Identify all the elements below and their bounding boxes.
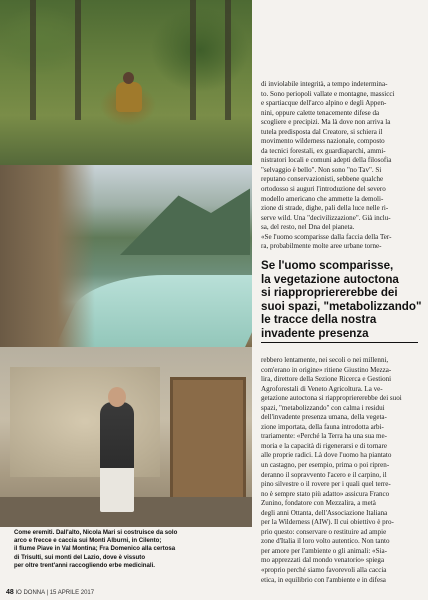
caption-line: per oltre trent'anni raccogliendo erbe medicinali. <box>14 561 155 569</box>
tree-trunk <box>75 0 81 120</box>
body-line: deranno il sopravvento l'acero e il carpino, il <box>261 470 387 479</box>
body-line: sa, del resto, nel Dna del pianeta. <box>261 223 355 232</box>
issue-date: 15 APRILE 2017 <box>49 590 95 596</box>
body-line: movimento wilderness nazionale, composto <box>261 137 385 146</box>
body-line: Zunino, fondatore con Mezzalira, a metà <box>261 499 376 508</box>
body-line: trariamente: «Perché la Terra ha una sua me- <box>261 432 387 441</box>
fresco-wall <box>10 367 160 477</box>
pull-quote-line: la vegetazione autoctona <box>261 272 399 286</box>
page-number: 48 <box>6 589 14 596</box>
body-line: reputano conservazionisti, sebbene qualche <box>261 175 384 184</box>
rock-wall-shape <box>0 165 95 347</box>
body-line: mo apprezzati dal mondo venatorio» spiega <box>261 556 385 565</box>
body-line: per la Wilderness (AIW). Il cui obiettivo è pro- <box>261 518 394 527</box>
body-line: zone d'Italia il loro volto autentico. Non tanto <box>261 537 390 546</box>
body-line: moria e la capacità di rigenerarsi e di tornare <box>261 441 387 450</box>
caption-line: il fiume Piave in Val Montina; Fra Domenico alla certosa <box>14 545 176 553</box>
body-line: lira, direttore della Sezione Ricerca e Gestioni <box>261 375 392 384</box>
body-line: modello americano che ammette la demoli- <box>261 194 384 203</box>
body-line: prio questo: conservare o restituire ad ampie <box>261 527 387 536</box>
photo-monk-charterhouse <box>0 347 252 527</box>
hunter-head <box>123 72 134 84</box>
body-line: di inviolabile integrità, a tempo indetermina- <box>261 80 388 88</box>
tree-trunk <box>30 0 36 120</box>
body-line: Agroforestali di Veneto Agricoltura. La ve- <box>261 384 383 393</box>
hunter-figure <box>116 82 142 112</box>
article-body-bottom <box>261 356 418 585</box>
body-line: no è sempre stato più adatto» assicura Franco <box>261 489 390 498</box>
magazine-name: IO DONNA <box>15 590 45 596</box>
pull-quote-line: invadente presenza <box>261 326 369 340</box>
caption-line: Come eremiti. Dall'alto, Nicola Mari si costruisce da solo <box>14 529 178 536</box>
monk-head <box>108 387 126 407</box>
body-line: rebbero lentamente, nei secoli o nei millenni, <box>261 356 389 364</box>
body-line: "selvaggio è bello". Non sono "no Tav". Si <box>261 165 382 174</box>
wooden-door <box>170 377 246 503</box>
body-line: ortodosso si auguri l'introduzione del severo <box>261 185 386 194</box>
body-line: zione importata, della fauna introdotta arbi- <box>261 422 384 431</box>
body-line: scogliere e precipizi. Ma là dove non arriva la <box>261 118 391 127</box>
body-line: etica, in equilibrio con l'ambiente e in difesa <box>261 575 386 584</box>
pull-quote-line: Se l'uomo scomparisse, <box>261 259 394 272</box>
photo-caption <box>14 529 252 570</box>
body-line: serve wild. Una "decivilizzazione". Già inclu- <box>261 213 391 222</box>
pull-quote-line: si riappropriererebbe dei <box>261 286 398 299</box>
body-line: nini, oppure calette tenacemente difese da <box>261 108 380 117</box>
body-line: «proprio perché siamo favorevoli alla caccia <box>261 566 387 575</box>
pull-quote-line: le tracce della nostra <box>261 313 377 326</box>
body-line: spazi, "metabolizzando" con calma i residui <box>261 403 385 412</box>
body-line: e spartiacque dell'arco alpino e degli Appen- <box>261 99 387 108</box>
tree-trunk <box>225 0 231 120</box>
monk-figure <box>100 402 134 512</box>
body-line: zione di strade, dighe, pali della luce nelle ri- <box>261 204 389 213</box>
pull-quote <box>261 259 421 340</box>
body-line: ra, probabilmente molte aree urbane torne- <box>261 242 382 251</box>
body-line: alle proprie radici. Là dove l'uomo ha piantato <box>261 451 392 460</box>
pull-quote-rule <box>261 342 418 343</box>
body-line: dell'invadente presenza umana, della vegeta- <box>261 413 387 422</box>
page-folio: 48 IO DONNA | 15 APRILE 2017 <box>6 589 95 596</box>
body-line: un castagno, per esempio, prima o poi ripren- <box>261 461 390 470</box>
body-line: degli anni Ottanta, dell'Associazione Italiana <box>261 508 388 517</box>
body-line: da tecnici forestali, ex guardiaparchi, ammi- <box>261 146 386 155</box>
pull-quote-line: suoi spazi, "metabolizzando" <box>261 299 422 313</box>
photo-forest-hunter <box>0 0 252 165</box>
mountain-shape <box>120 185 250 255</box>
body-line: com'erano in origine» ritiene Giustino Mezza- <box>261 365 392 374</box>
body-line: «Se l'uomo scomparisse dalla faccia della Ter- <box>261 232 392 241</box>
tree-trunk <box>190 0 196 120</box>
body-line: per amore per l'ambiente o gli animali: «Sia- <box>261 546 387 555</box>
body-line: to. Sono periopoli vallate e montagne, massicci <box>261 89 395 98</box>
body-line: nistratori locali e comuni adepti della filosofia <box>261 156 392 165</box>
body-line: tutela predisposta dal Creatore, si schiera il <box>261 127 383 136</box>
photo-river-valley <box>0 165 252 347</box>
body-line: getazione autoctona si riappropriererebbe dei suoi <box>261 394 402 403</box>
caption-line: di Trisulti, sui monti del Lazio, dove è vissuto <box>14 553 146 561</box>
article-body-top <box>261 80 418 252</box>
caption-line: arco e frecce e caccia sui Monti Alburni, in Cilento; <box>14 537 162 545</box>
body-line: pino silvestre o il rovere per i quali quel terre- <box>261 480 391 489</box>
